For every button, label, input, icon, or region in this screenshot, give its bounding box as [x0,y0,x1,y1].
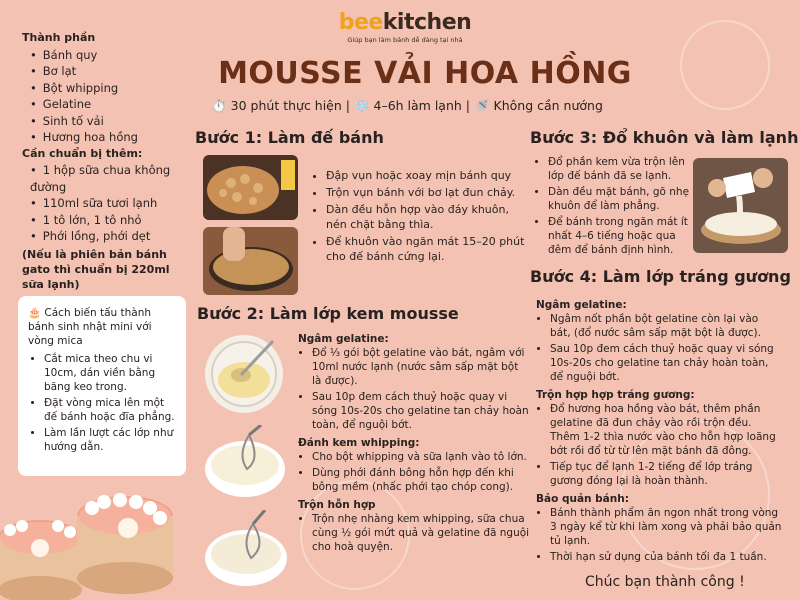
gato-note: (Nếu là phiên bản bánh gato thì chuẩn bị 220ml sữa lạnh) [22,247,170,291]
step4-sub3: Bảo quản bánh: [536,493,629,505]
gelatine-bowl-image [205,335,283,413]
list-item: • Tiếp tục để lạnh 1-2 tiếng để lớp tráng gương đóng lại là hoàn thành. [550,460,782,488]
step4-text [536,296,782,566]
list-item: • Đặt vòng mica lên một đế bánh hoặc đĩa phẳng. [44,396,176,424]
step2-sub2: Đánh kem whipping: [298,437,420,449]
list-item: • Đập vụn hoặc xoay mịn bánh quy [326,168,527,183]
step2-text [298,330,530,556]
step2-sub3: Trộn hỗn hợp [298,499,376,511]
mini-cakes-image [0,478,185,600]
step3-list [534,155,692,259]
list-item: • Bột whipping [30,80,182,97]
list-item: • Sau 10p đem cách thuỷ hoặc quay vi sóng 10s-20s cho gelatine tan chảy hoàn toàn, để nguội bớt. [312,390,530,432]
list-item: • Trộn vụn bánh với bơ lạt đun chảy. [326,185,527,200]
list-item: • Ngâm nốt phần bột gelatine còn lại vào bát, (đổ nước sâm sấp mặt bột là được). [550,312,782,340]
tip-box [18,296,186,476]
step2-heading: Bước 2: Làm lớp kem mousse [197,304,459,323]
step1-list [312,168,527,266]
list-item: • Sau 10p đem cách thuỷ hoặc quay vi sóng 10s-20s cho gelatine tan chảy hoàn toàn, để nguội bớt. [550,342,782,384]
list-item: • Bánh quy [30,47,182,64]
list-item: • Đổ hương hoa hồng vào bát, thêm phần gelatine đã đun chảy vào rồi trộn đều. Thêm 1-2 thìa nước vào cho hỗn hợp loãng bớt rồi đổ từ từ lên mặt bánh đã đông. [550,402,782,458]
recipe-meta: ⏱️ 30 phút thực hiện | ❄️ 4–6h làm lạnh | 🚿 Không cần nướng [211,98,603,113]
logo-bee: bee [338,10,383,35]
list-item: • Phới lồng, phới dẹt [30,228,182,245]
list-item: • Đổ ⅓ gói bột gelatine vào bát, ngâm với 10ml nước lạnh (nước sâm sấp mặt bột là được). [312,346,530,388]
prep-heading: Cần chuẩn bị thêm: [22,146,143,160]
logo-tagline: Giúp bạn làm bánh dễ dàng tại nhà [347,36,463,44]
page-title: MOUSSE VẢI HOA HỒNG [218,56,632,91]
whipping-bowl-image [203,425,287,500]
list-item: • Sinh tố vải [30,113,182,130]
list-item: • 1 hộp sữa chua không đường [30,162,182,195]
list-item: • Đổ phần kem vừa trộn lên lớp đế bánh đã se lạnh. [548,155,692,183]
pouring-cream-image [693,158,788,253]
brand-logo [330,10,480,44]
crushed-biscuits-image [203,155,298,220]
list-item: • Cho bột whipping và sữa lạnh vào tô lớn. [312,450,530,464]
list-item: • Cắt mica theo chu vi 10cm, dán viền bằng băng keo trong. [44,352,176,394]
ingredients-heading: Thành phần [22,31,96,44]
list-item: • Làm lần lượt các lớp như hướng dẫn. [44,426,176,454]
list-item: • Bơ lạt [30,63,182,80]
step2-sub1: Ngâm gelatine: [298,333,389,345]
tip-list [28,352,176,454]
list-item: • Dàn đều hỗn hợp vào đáy khuôn, nén chặt bằng thìa. [326,202,527,232]
step4-sub1: Ngâm gelatine: [536,299,627,311]
list-item: • Để khuôn vào ngăn mát 15–20 phút cho đế bánh cứng lại. [326,234,527,264]
list-item: • 1 tô lớn, 1 tô nhỏ [30,212,182,229]
list-item: • Hương hoa hồng [30,129,182,146]
list-item: • Gelatine [30,96,182,113]
mixing-bowl-image [203,510,289,590]
logo-kitchen: kitchen [382,10,472,35]
list-item: • Để bánh trong ngăn mát ít nhất 4–6 tiếng hoặc qua đêm để bánh định hình. [548,215,692,257]
step3-heading: Bước 3: Đổ khuôn và làm lạnh [530,128,799,147]
list-item: • Dàn đều mặt bánh, gõ nhẹ khuôn để làm phẳng. [548,185,692,213]
background-doodle [680,20,770,110]
prep-list [22,162,182,245]
closing-message: Chúc bạn thành công ! [585,574,745,590]
list-item: • Bánh thành phẩm ăn ngon nhất trong vòng 3 ngày kể từ khi làm xong và phải bảo quản tủ lạnh. [550,506,782,548]
list-item: • Trộn nhẹ nhàng kem whipping, sữa chua cùng ½ gói mứt quả và gelatine đã nguội cho hoà quyện. [312,512,530,554]
tip-intro: 🎂 Cách biến tấu thành bánh sinh nhật mini với vòng mica [28,307,152,347]
ingredients-panel [22,30,182,292]
list-item: • 110ml sữa tươi lạnh [30,195,182,212]
step4-heading: Bước 4: Làm lớp tráng gương [530,267,791,286]
step1-heading: Bước 1: Làm đế bánh [195,128,384,147]
list-item: • Thời hạn sử dụng của bánh tối đa 1 tuần. [550,550,782,564]
ingredients-list [22,47,182,146]
step4-sub2: Trộn hợp hợp tráng gương: [536,389,695,401]
pressed-base-image [203,227,298,295]
list-item: • Dùng phới đánh bông hỗn hợp đến khi bông mềm (nhấc phới tạo chóp cong). [312,466,530,494]
